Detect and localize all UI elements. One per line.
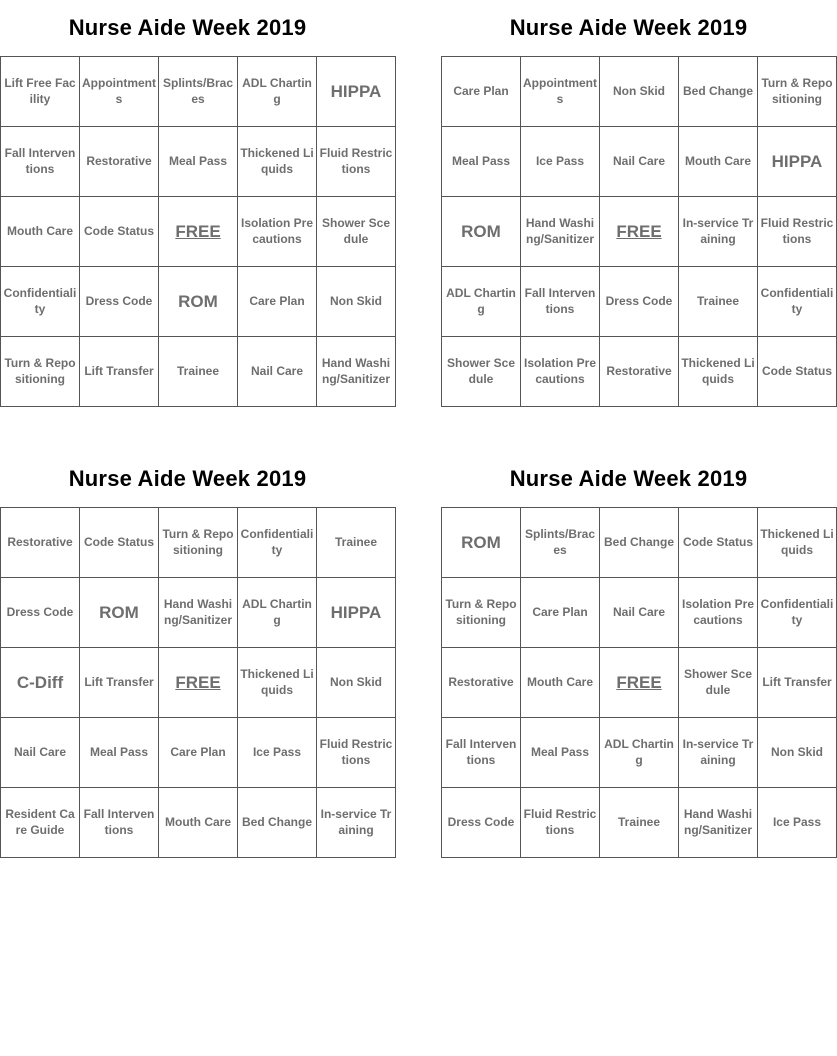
grid-cell: Turn & Repositioning: [159, 508, 238, 578]
grid-cell: Meal Pass: [521, 718, 600, 788]
grid-cell: Care Plan: [159, 718, 238, 788]
grid-cell: Fall Interventions: [521, 267, 600, 337]
grid-row: [1, 57, 396, 127]
grid-cell: Isolation Precautions: [238, 197, 317, 267]
grid-cell: Trainee: [317, 508, 396, 578]
grid-cell: Ice Pass: [758, 788, 837, 858]
grid-row: [1, 578, 396, 648]
grid-cell: ROM: [159, 267, 238, 337]
grid-cell: HIPPA: [758, 127, 837, 197]
grid-cell: ADL Charting: [238, 57, 317, 127]
grid-cell: Ice Pass: [521, 127, 600, 197]
grid-row: [1, 648, 396, 718]
grid-cell: Nail Care: [600, 127, 679, 197]
grid-cell: Restorative: [80, 127, 159, 197]
grid-cell: Appointments: [521, 57, 600, 127]
bingo-grid: [0, 56, 396, 407]
grid-cell: HIPPA: [317, 57, 396, 127]
grid-row: [442, 57, 837, 127]
bingo-grid: [441, 507, 837, 858]
grid-cell: Hand Washing/Sanitizer: [159, 578, 238, 648]
grid-cell: Bed Change: [238, 788, 317, 858]
grid-cell: Nail Care: [1, 718, 80, 788]
grid-row: [1, 197, 396, 267]
grid-cell: Restorative: [600, 337, 679, 407]
grid-cell: Nail Care: [600, 578, 679, 648]
grid-cell: Dress Code: [1, 578, 80, 648]
grid-cell: Hand Washing/Sanitizer: [521, 197, 600, 267]
grid-cell: Shower Scedule: [679, 648, 758, 718]
grid-cell: Lift Transfer: [80, 648, 159, 718]
grid-row: [1, 337, 396, 407]
grid-cell: Isolation Precautions: [521, 337, 600, 407]
grid-row: [1, 718, 396, 788]
grid-cell: Confidentiality: [758, 267, 837, 337]
grid-cell: Turn & Repositioning: [1, 337, 80, 407]
grid-cell: Care Plan: [442, 57, 521, 127]
grid-cell: Dress Code: [80, 267, 159, 337]
card-title: Nurse Aide Week 2019: [509, 466, 748, 491]
grid-cell: Trainee: [159, 337, 238, 407]
grid-cell: Fall Interventions: [442, 718, 521, 788]
grid-row: [442, 127, 837, 197]
grid-cell: Fluid Restrictions: [317, 718, 396, 788]
grid-cell: Code Status: [80, 508, 159, 578]
grid-cell: Lift Transfer: [80, 337, 159, 407]
card-title: Nurse Aide Week 2019: [68, 466, 307, 491]
grid-cell: Code Status: [80, 197, 159, 267]
grid-cell: Shower Scedule: [317, 197, 396, 267]
grid-row: [442, 578, 837, 648]
grid-cell: Fluid Restrictions: [521, 788, 600, 858]
grid-row: [442, 718, 837, 788]
grid-cell: Trainee: [679, 267, 758, 337]
grid-cell: Non Skid: [317, 267, 396, 337]
grid-cell: Hand Washing/Sanitizer: [679, 788, 758, 858]
grid-cell: ROM: [80, 578, 159, 648]
grid-cell: Mouth Care: [521, 648, 600, 718]
grid-cell: Lift Transfer: [758, 648, 837, 718]
grid-row: [442, 197, 837, 267]
grid-row: [1, 127, 396, 197]
grid-cell: In-service Training: [317, 788, 396, 858]
grid-cell: Thickened Liquids: [758, 508, 837, 578]
bingo-card-2: [441, 0, 834, 407]
grid-row: [442, 788, 837, 858]
grid-cell: Care Plan: [521, 578, 600, 648]
bingo-card-3: [0, 451, 393, 858]
grid-cell: Fluid Restrictions: [758, 197, 837, 267]
free-space-cell: FREE: [159, 648, 238, 718]
grid-cell: ADL Charting: [238, 578, 317, 648]
grid-cell: C-Diff: [1, 648, 80, 718]
grid-row: [1, 267, 396, 337]
grid-cell: Splints/Braces: [521, 508, 600, 578]
grid-cell: Restorative: [442, 648, 521, 718]
grid-cell: Code Status: [758, 337, 837, 407]
bingo-card-4: [441, 451, 834, 858]
grid-cell: Confidentiality: [1, 267, 80, 337]
grid-cell: Non Skid: [758, 718, 837, 788]
grid-cell: Code Status: [679, 508, 758, 578]
grid-cell: Shower Scedule: [442, 337, 521, 407]
grid-cell: Fall Interventions: [1, 127, 80, 197]
bingo-grid: [0, 507, 396, 858]
grid-cell: Thickened Liquids: [238, 648, 317, 718]
card-title: Nurse Aide Week 2019: [68, 15, 307, 40]
grid-cell: Meal Pass: [80, 718, 159, 788]
free-space-cell: FREE: [600, 648, 679, 718]
grid-row: [442, 267, 837, 337]
grid-cell: Meal Pass: [159, 127, 238, 197]
grid-row: [442, 337, 837, 407]
grid-cell: Thickened Liquids: [238, 127, 317, 197]
bingo-grid: [441, 56, 837, 407]
grid-cell: Mouth Care: [679, 127, 758, 197]
grid-cell: In-service Training: [679, 718, 758, 788]
grid-cell: Fluid Restrictions: [317, 127, 396, 197]
grid-cell: Isolation Precautions: [679, 578, 758, 648]
grid-cell: Meal Pass: [442, 127, 521, 197]
free-space-cell: FREE: [159, 197, 238, 267]
grid-cell: Bed Change: [600, 508, 679, 578]
grid-cell: Hand Washing/Sanitizer: [317, 337, 396, 407]
grid-cell: Restorative: [1, 508, 80, 578]
grid-cell: Resident Care Guide: [1, 788, 80, 858]
bingo-card-1: [0, 0, 393, 407]
grid-cell: Mouth Care: [159, 788, 238, 858]
grid-cell: Lift Free Facility: [1, 57, 80, 127]
grid-cell: Thickened Liquids: [679, 337, 758, 407]
grid-cell: Turn & Repositioning: [442, 578, 521, 648]
grid-cell: Splints/Braces: [159, 57, 238, 127]
grid-cell: Ice Pass: [238, 718, 317, 788]
grid-cell: HIPPA: [317, 578, 396, 648]
grid-row: [442, 508, 837, 578]
grid-cell: Care Plan: [238, 267, 317, 337]
grid-cell: ROM: [442, 508, 521, 578]
grid-row: [1, 508, 396, 578]
grid-cell: Dress Code: [442, 788, 521, 858]
grid-cell: Trainee: [600, 788, 679, 858]
grid-cell: Confidentiality: [758, 578, 837, 648]
grid-cell: Turn & Repositioning: [758, 57, 837, 127]
grid-row: [442, 648, 837, 718]
grid-cell: ADL Charting: [600, 718, 679, 788]
grid-row: [1, 788, 396, 858]
free-space-cell: FREE: [600, 197, 679, 267]
grid-cell: ROM: [442, 197, 521, 267]
grid-cell: Non Skid: [600, 57, 679, 127]
grid-cell: Confidentiality: [238, 508, 317, 578]
grid-cell: Non Skid: [317, 648, 396, 718]
grid-cell: Fall Interventions: [80, 788, 159, 858]
grid-cell: Appointments: [80, 57, 159, 127]
grid-cell: Bed Change: [679, 57, 758, 127]
grid-cell: Dress Code: [600, 267, 679, 337]
grid-cell: In-service Training: [679, 197, 758, 267]
grid-cell: Nail Care: [238, 337, 317, 407]
card-title: Nurse Aide Week 2019: [509, 15, 748, 40]
grid-cell: Mouth Care: [1, 197, 80, 267]
grid-cell: ADL Charting: [442, 267, 521, 337]
